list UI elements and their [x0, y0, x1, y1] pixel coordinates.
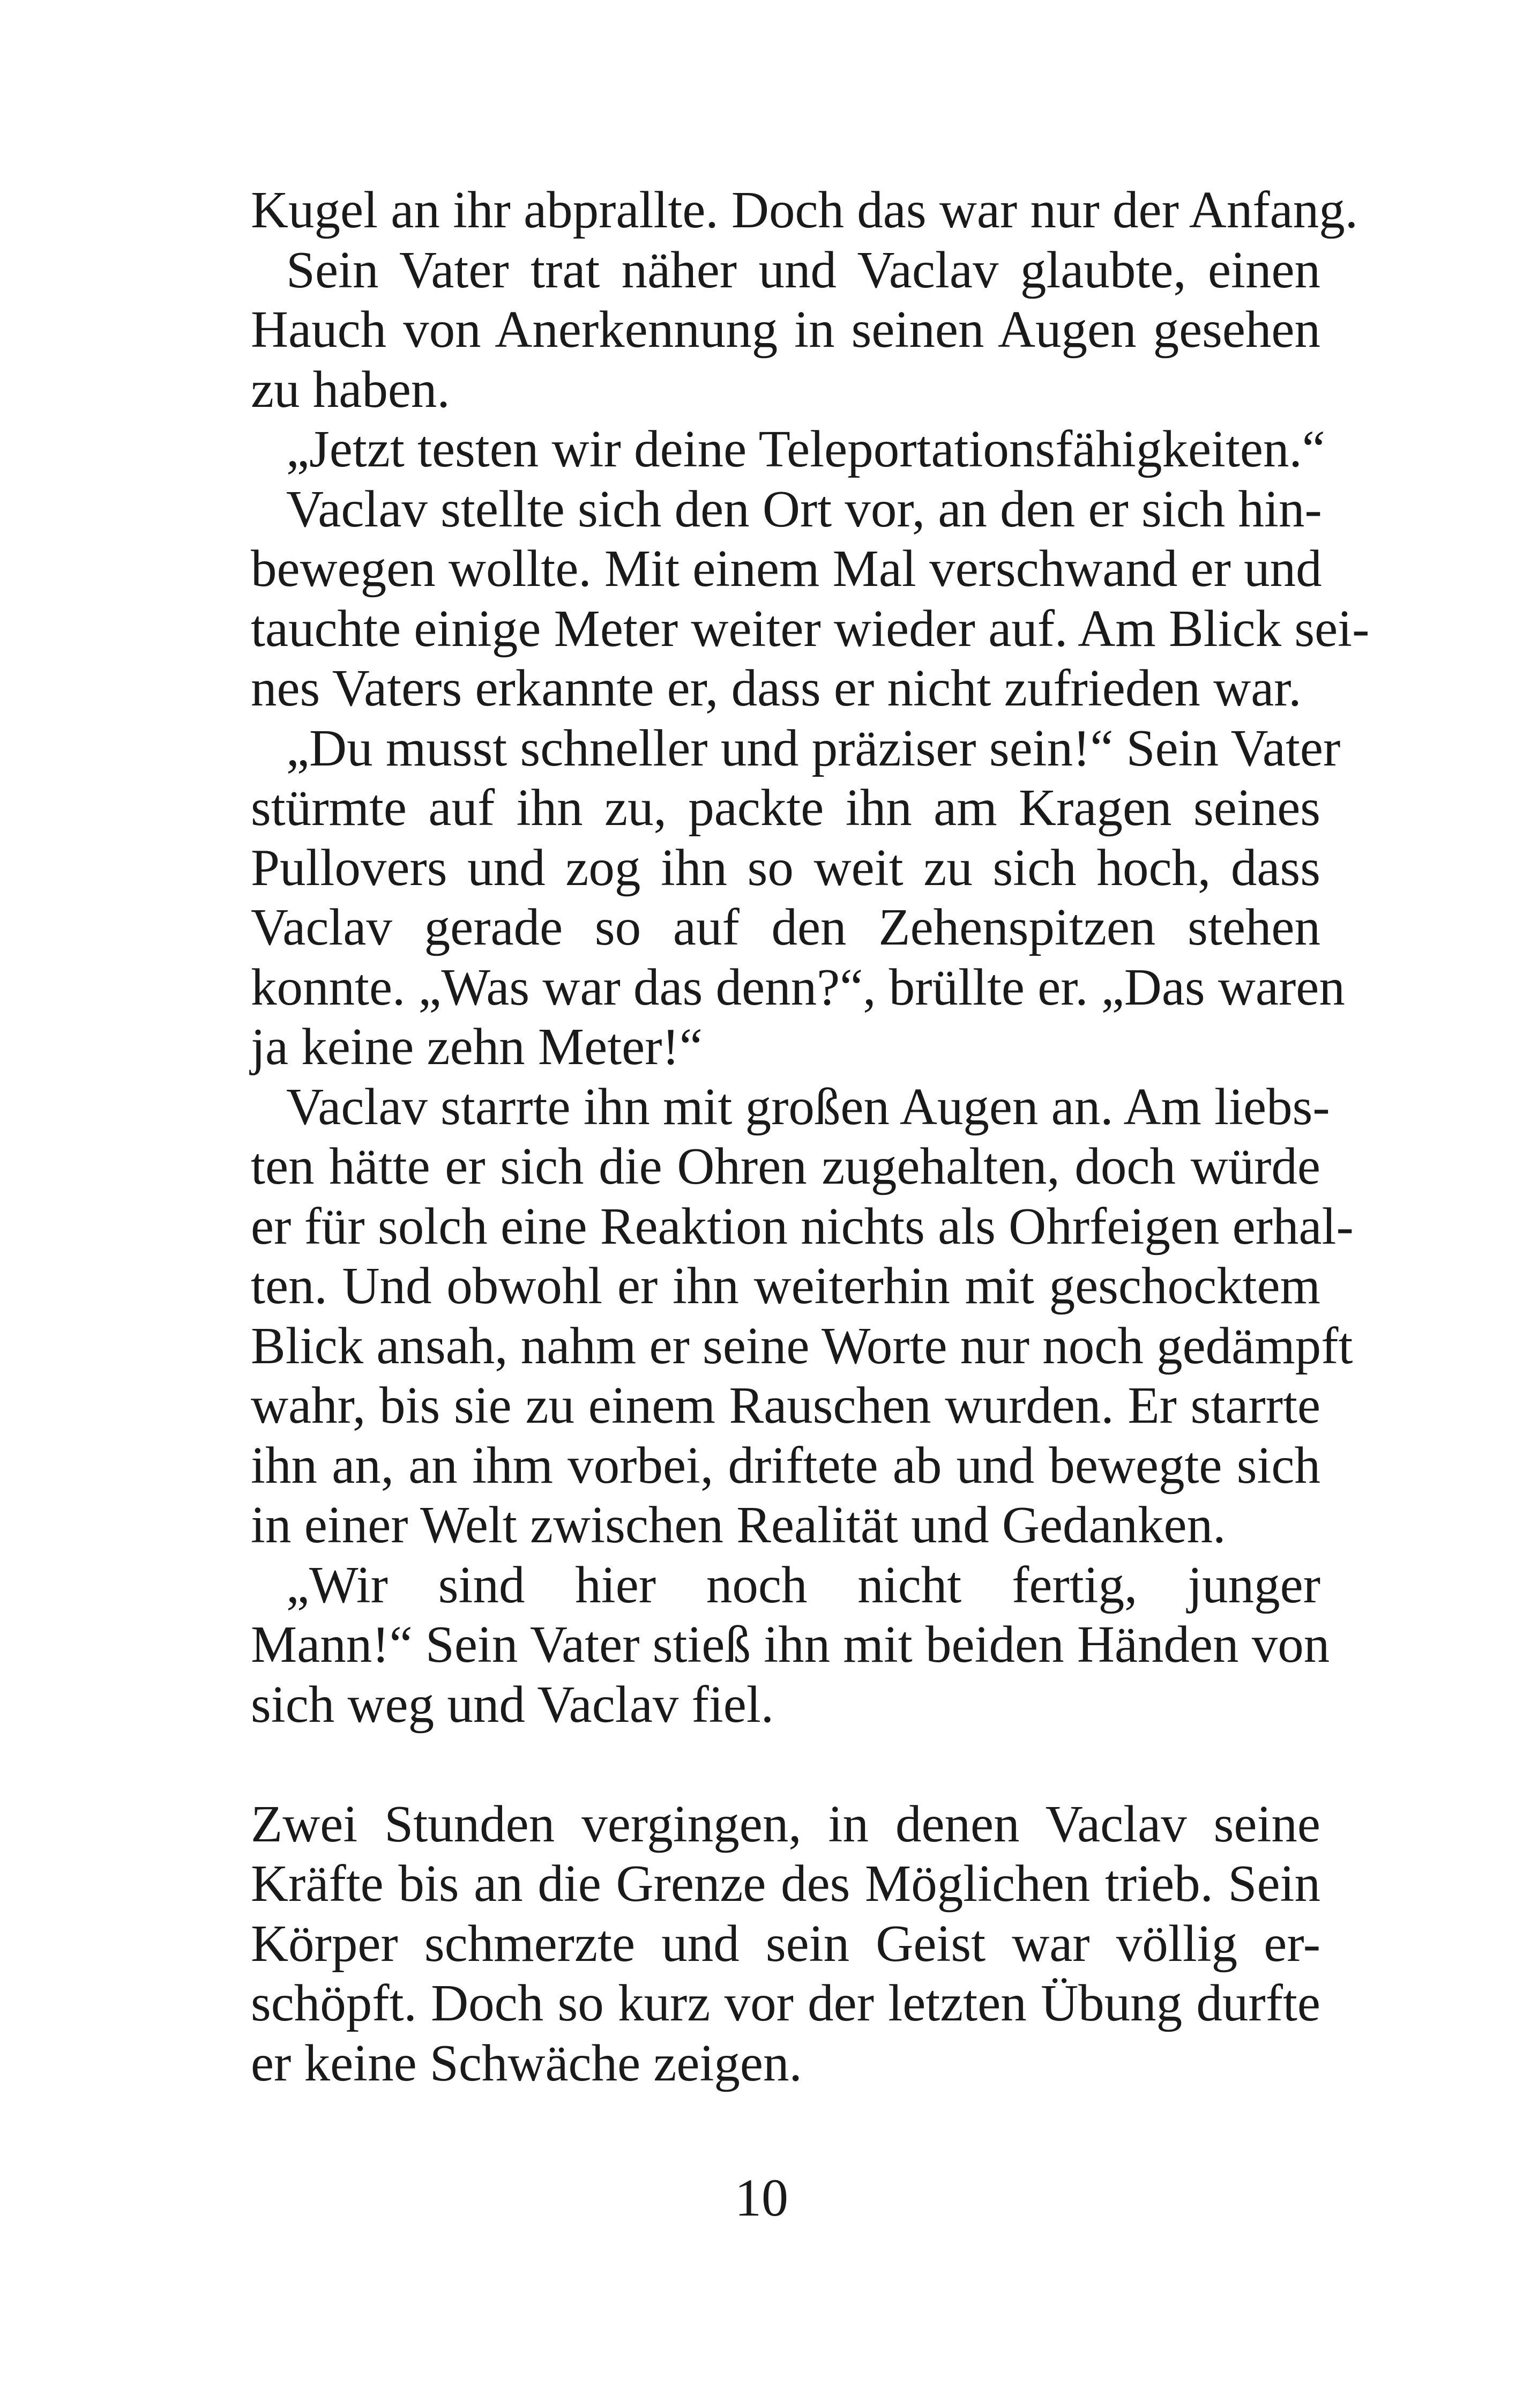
text-line: bewegen wollte. Mit einem Mal verschwand er und [251, 540, 1322, 597]
text-line: ihn an, an ihm vorbei, driftete ab und bewegte sich [251, 1436, 1320, 1494]
text-line: Pullovers und zog ihn so weit zu sich hoch, dass [251, 838, 1320, 896]
section-break [251, 1734, 1320, 1794]
text-line: konnte. „Was war das denn?“, brüllte er. „Das waren [251, 958, 1345, 1016]
text-line: ten. Und obwohl er ihn weiterhin mit geschocktem [251, 1257, 1320, 1314]
text-line: Kräfte bis an die Grenze des Möglichen trieb. Sein [251, 1855, 1320, 1912]
text-line: nes Vaters erkannte er, dass er nicht zufrieden war. [251, 659, 1302, 717]
text-line: Vaclav starrte ihn mit großen Augen an. Am liebs- [286, 1077, 1330, 1135]
text-line: „Jetzt testen wir deine Teleportationsfähigkeiten.“ [286, 420, 1325, 478]
text-line: Vaclav stellte sich den Ort vor, an den er sich hin- [286, 480, 1322, 538]
text-line: ten hätte er sich die Ohren zugehalten, doch würde [251, 1138, 1320, 1195]
text-line: Körper schmerzte und sein Geist war völlig er- [251, 1914, 1320, 1972]
text-line: ja keine zehn Meter!“ [251, 1018, 703, 1075]
text-line: „Du musst schneller und präziser sein!“ Sein Vater [286, 719, 1341, 777]
text-line: Zwei Stunden vergingen, in denen Vaclav seine [251, 1795, 1320, 1853]
text-line: Blick ansah, nahm er seine Worte nur noch gedämpft [251, 1317, 1353, 1374]
text-line: in einer Welt zwischen Realität und Gedanken. [251, 1496, 1226, 1554]
text-line: sich weg und Vaclav fiel. [251, 1675, 774, 1733]
text-line: zu haben. [251, 360, 450, 418]
body-text [251, 180, 1370, 2093]
text-line: „Wir sind hier noch nicht fertig, junger [286, 1556, 1320, 1614]
text-line: stürmte auf ihn zu, packte ihn am Kragen seines [251, 779, 1320, 836]
text-line: Kugel an ihr abprallte. Doch das war nur der Anfang. [251, 181, 1358, 239]
text-line: er keine Schwäche zeigen. [251, 2034, 802, 2092]
text-line: wahr, bis sie zu einem Rauschen wurden. Er starrte [251, 1377, 1320, 1434]
text-line: schöpft. Doch so kurz vor der letzten Übung durfte [251, 1974, 1320, 2032]
page-number: 10 [735, 2168, 788, 2227]
text-line: tauchte einige Meter weiter wieder auf. Am Blick sei- [251, 599, 1370, 657]
text-line: Sein Vater trat näher und Vaclav glaubte, einen [286, 241, 1320, 299]
text-line: Hauch von Anerkennung in seinen Augen gesehen [251, 301, 1320, 358]
text-line: Mann!“ Sein Vater stieß ihn mit beiden Händen von [251, 1616, 1330, 1673]
text-line: Vaclav gerade so auf den Zehenspitzen stehen [251, 898, 1320, 956]
text-line: er für solch eine Reaktion nichts als Ohrfeigen erhal- [251, 1197, 1354, 1255]
